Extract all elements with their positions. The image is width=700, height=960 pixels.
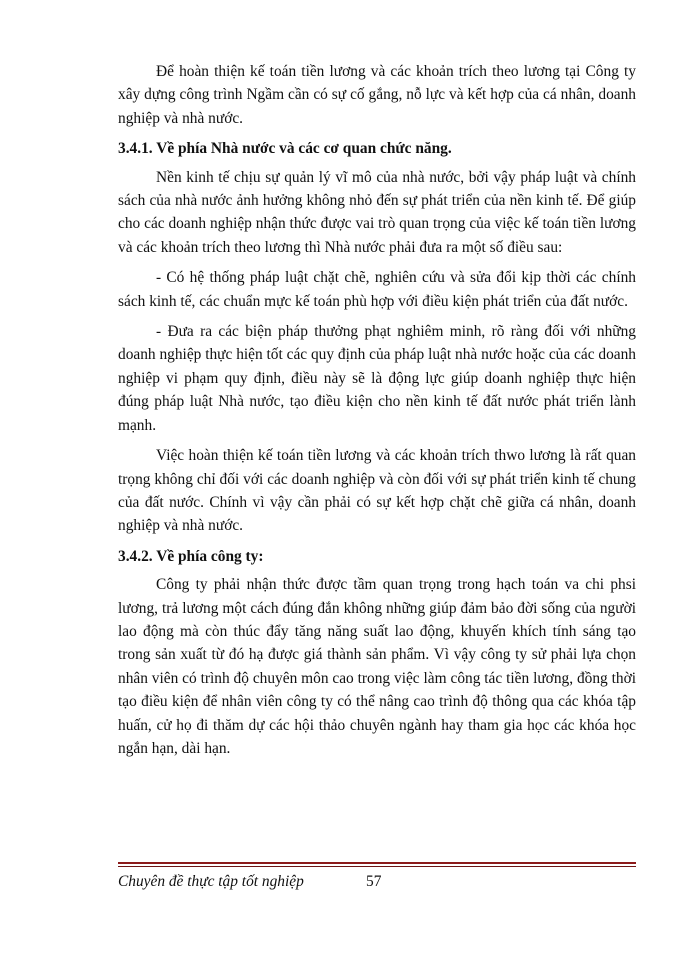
footer-rule-thin bbox=[118, 866, 636, 867]
state-paragraph-1: Nền kinh tế chịu sự quản lý vĩ mô của nhà nước, bởi vậy pháp luật và chính sách của nhà nước ảnh hưởng không nhỏ đến sự phát triển của nền kinh tế. Để giúp cho các doanh nghiệp nhận thức được vai trò quan trọng của việc kế toán tiền lương và các khoản trích theo lương thì Nhà nước phải đưa ra một số điều sau: bbox=[118, 168, 636, 256]
intro-paragraph: Để hoàn thiện kế toán tiền lương và các khoản trích theo lương tại Công ty xây dựng công trình Ngầm cần có sự cố gắng, nỗ lực và kết hợp của cá nhân, doanh nghiệp và nhà nước. bbox=[118, 63, 636, 127]
page-footer bbox=[118, 873, 636, 891]
company-paragraph-1: Công ty phải nhận thức được tầm quan trọng trong hạch toán va chi phsi lương, trả lương một cách đúng đắn không những giúp đảm bảo đời sống của người lao động mà còn thúc đẩy tăng năng suất lao động, khuyến khích tính sáng tạo trong sản xuất từ đó hạ được giá thành sản phẩm. Vì vậy công ty sử phải lựa chọn nhân viên có trình độ chuyên môn cao trong việc làm công tác tiền lương, đồng thời tạo điều kiện để nhân viên công ty có thể nâng cao trình độ thông qua các khóa tập huấn, cử họ đi thăm dự các hội thảo chuyên ngành hay tham gia học các khóa học ngắn hạn, dài hạn. bbox=[118, 576, 636, 757]
section-heading-3-4-2: 3.4.2. Về phía công ty: bbox=[118, 547, 264, 565]
footer-rule-thick bbox=[118, 862, 636, 864]
footer-title: Chuyên đề thực tập tốt nghiệp bbox=[118, 873, 304, 890]
state-paragraph-2: - Có hệ thống pháp luật chặt chẽ, nghiên cứu và sửa đổi kịp thời các chính sách kinh tế, các chuẩn mực kế toán phù hợp với điều kiện phát triển của đất nước. bbox=[118, 269, 636, 310]
section-heading-3-4-1: 3.4.1. Về phía Nhà nước và các cơ quan chức năng. bbox=[118, 140, 452, 158]
page-number: 57 bbox=[366, 873, 382, 890]
document-body bbox=[118, 60, 636, 767]
state-paragraph-3: - Đưa ra các biện pháp thưởng phạt nghiêm minh, rõ ràng đối với những doanh nghiệp thực hiện tốt các quy định của pháp luật nhà nước hoặc của các doanh nghiệp vi phạm quy định, điều này sẽ là động lực giúp doanh nghiệp thực hiện đúng pháp luật Nhà nước, tạo điều kiện cho nền kinh tế đất nước phát triển lành mạnh. bbox=[118, 323, 636, 434]
state-paragraph-4: Việc hoàn thiện kế toán tiền lương và các khoản trích thwo lương là rất quan trọng không chỉ đối với các doanh nghiệp và còn đối với sự phát triển kinh tế chung của đất nước. Chính vì vậy cần phải có sự kết hợp chặt chẽ giữa cá nhân, doanh nghiệp và nhà nước. bbox=[118, 447, 636, 535]
